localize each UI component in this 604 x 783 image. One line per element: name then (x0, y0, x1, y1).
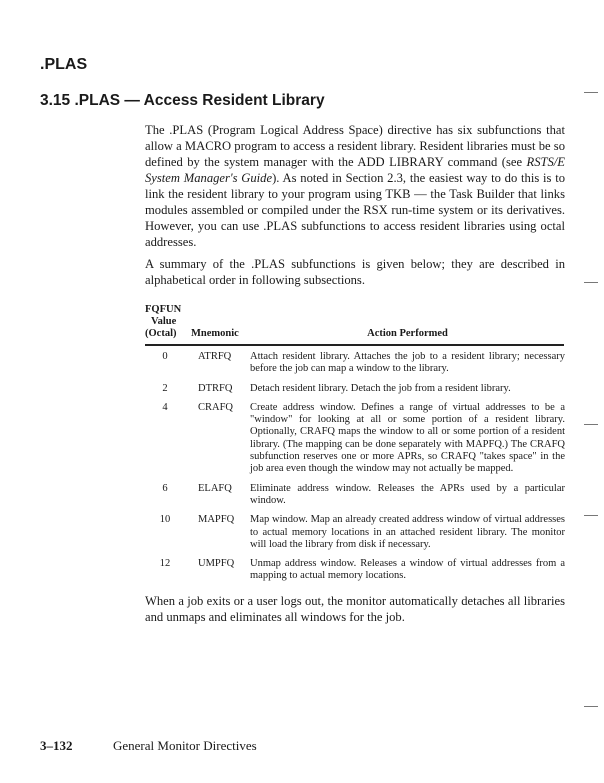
cell-mnemonic: UMPFQ (198, 558, 235, 570)
intro-text-cont: ). As noted in Section 2.3, the easiest way to do this is to link the resident library to your program using TKB — the Task Builder that links modules assembled or compiled under the RSX run-time system or its derivatives. However, you can use .PLAS subfunctions to access resident libraries using octal addresses. (145, 171, 566, 249)
intro-text: The .PLAS (Program Logical Address Space) directive has six subfunctions that allow a MACRO program to access a resident library. Resident libraries must be so defined by the system manager with the ADD LIBRARY command (see (145, 123, 565, 169)
cell-action: Map window. Map an already created address window of virtual addresses to actual memory locations in an attached resident library. The monitor will load the library from disk if necessary. (250, 514, 565, 550)
closing-paragraph: When a job exits or a user logs out, the monitor automatically detaches all libraries and unmaps and eliminates all windows for the job. (145, 594, 565, 624)
section-title: 3.15 .PLAS — Access Resident Library (40, 92, 325, 109)
running-head: .PLAS (40, 56, 88, 73)
table-row (145, 402, 565, 476)
cell-value: 2 (162, 382, 168, 394)
table-rule (145, 344, 564, 346)
cell-action: Unmap address window. Releases a window of virtual addresses from a mapping to actual memory locations. (250, 558, 565, 582)
cell-value: 12 (159, 558, 171, 570)
cell-value: 10 (159, 514, 171, 526)
scan-mark (584, 282, 598, 283)
table-row (145, 514, 565, 551)
footer-title: General Monitor Directives (113, 738, 257, 753)
cell-value: 6 (162, 482, 168, 494)
table-row (145, 483, 565, 508)
scan-mark (584, 515, 598, 516)
summary-paragraph: A summary of the .PLAS subfunctions is given below; they are described in alphabetical order in following subsections. (145, 257, 565, 287)
header-value-line: FQFUN (145, 304, 182, 315)
page-footer (40, 738, 257, 754)
cell-action: Create address window. Defines a range of virtual addresses to be a "window" for looking at all or some portion of a resident library. Optionally, CRAFQ maps the window to all or some portion of a resident library. (The mapping can be done separately with MAPFQ.) The CRAFQ subfunction reserves one or more APRs, so CRAFQ "takes space" in the job area even though the window may not actually be mapped. (250, 401, 565, 475)
cell-action: Detach resident library. Detach the job from a resident library. (250, 382, 511, 394)
header-value (145, 304, 191, 340)
table-row (145, 558, 565, 583)
intro-paragraph (145, 122, 565, 250)
table-row (145, 383, 565, 395)
manual-reference: RSTS/E System Manager's Guide (145, 155, 565, 185)
scan-mark (584, 706, 598, 707)
cell-mnemonic: MAPFQ (198, 514, 235, 526)
cell-mnemonic: ATRFQ (198, 351, 232, 362)
scan-mark (584, 92, 598, 93)
cell-value: 0 (162, 351, 168, 362)
page-number: 3–132 (40, 738, 73, 753)
cell-mnemonic: ELAFQ (198, 482, 232, 494)
header-action: Action Performed (367, 328, 448, 339)
header-value-line: (Octal) (145, 328, 177, 339)
scan-mark (584, 424, 598, 425)
cell-action: Attach resident library. Attaches the job to a resident library; necessary before the job can map a window to the library. (250, 351, 565, 375)
cell-mnemonic: DTRFQ (198, 382, 233, 394)
table-row (145, 351, 565, 376)
cell-action: Eliminate address window. Releases the APRs used by a particular window. (250, 482, 565, 506)
table-body (145, 351, 565, 590)
header-mnemonic: Mnemonic (191, 328, 239, 339)
cell-mnemonic: CRAFQ (198, 401, 234, 413)
cell-value: 4 (162, 401, 168, 413)
header-value-line: Value (151, 316, 177, 327)
